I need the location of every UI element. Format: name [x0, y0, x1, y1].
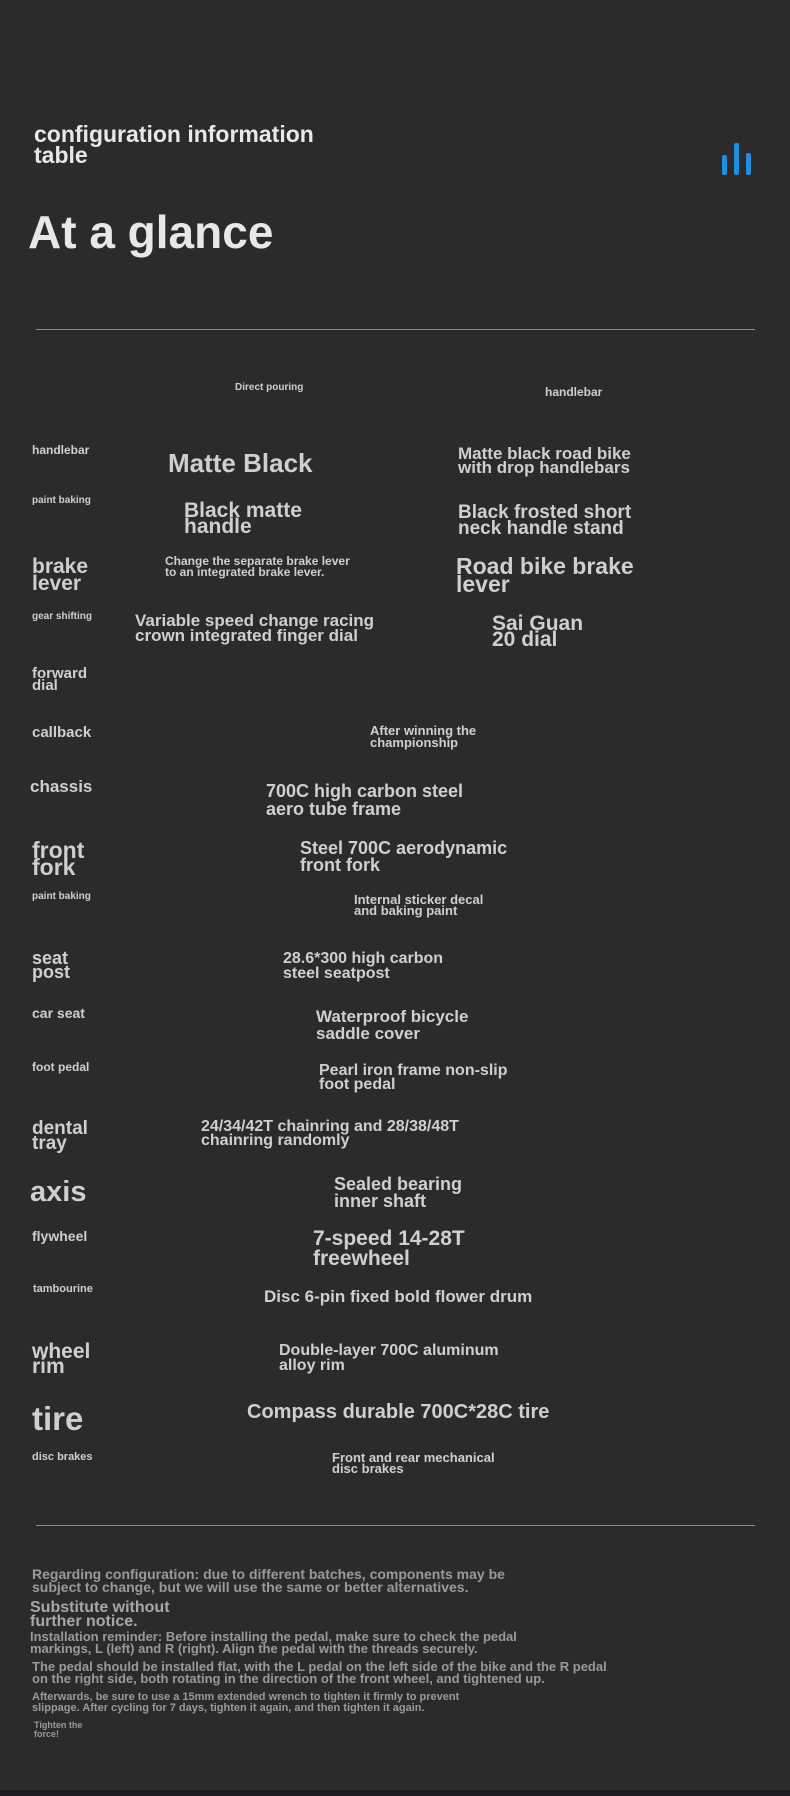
- row-value: Internal sticker decal and baking paint: [354, 892, 484, 918]
- row-label: callback: [32, 724, 92, 741]
- row-label: car seat: [32, 1005, 85, 1021]
- note-substitute: Substitute without further notice.: [30, 1599, 170, 1630]
- row-label: dental tray: [32, 1118, 88, 1154]
- top-divider: [36, 329, 755, 330]
- row-value: Sealed bearing inner shaft: [334, 1174, 463, 1211]
- row-value: 28.6*300 high carbon steel seatpost: [283, 950, 444, 982]
- row-value-left: Variable speed change racing crown integrated finger dial: [135, 611, 375, 645]
- row-value: 700C high carbon steel aero tube frame: [266, 781, 464, 819]
- row-label: wheel rim: [32, 1340, 91, 1378]
- row-label: paint baking: [32, 891, 91, 902]
- row-value-right: Black frosted short neck handle stand: [458, 502, 632, 539]
- row-value-right: Road bike brake lever: [456, 553, 634, 597]
- row-label: foot pedal: [32, 1060, 90, 1074]
- row-label: axis: [30, 1176, 87, 1208]
- row-value: Compass durable 700C*28C tire: [247, 1401, 550, 1423]
- bar-chart-icon: [722, 141, 754, 175]
- note-installation: Installation reminder: Before installing the pedal, make sure to check the pedal markings, L (left) and R (right). Align the pedal with the threads securely.: [30, 1629, 517, 1656]
- row-value: Pearl iron frame non-slip foot pedal: [319, 1062, 508, 1093]
- row-label: tambourine: [33, 1283, 93, 1295]
- note-pedal-flat: The pedal should be installed flat, with the L pedal on the left side of the bike and the R pedal on the right side, both rotating in the direction of the front wheel, and tightened up.: [32, 1659, 607, 1686]
- row-value: Front and rear mechanical disc brakes: [332, 1450, 495, 1476]
- bottom-strip: [0, 1790, 790, 1796]
- row-label: seat post: [32, 948, 70, 982]
- row-value-right: Matte black road bike with drop handlebars: [458, 444, 631, 477]
- row-value: Disc 6-pin fixed bold flower drum: [264, 1287, 533, 1306]
- row-value: 7-speed 14-28T freewheel: [313, 1227, 465, 1270]
- row-value-left: Matte Black: [168, 448, 313, 478]
- row-label: chassis: [30, 777, 93, 796]
- row-label: flywheel: [32, 1228, 88, 1244]
- row-value: Double-layer 700C aluminum alloy rim: [279, 1342, 499, 1374]
- row-label: brake lever: [32, 555, 89, 595]
- row-value-left: Change the separate brake lever to an integrated brake lever.: [165, 554, 350, 579]
- note-configuration: Regarding configuration: due to different batches, components may be subject to change, but we will use the same or better alternatives.: [32, 1566, 505, 1595]
- note-tighten: Tighten the force!: [34, 1720, 83, 1739]
- note-wrench: Afterwards, be sure to use a 15mm extended wrench to tighten it firmly to prevent slippage. After cycling for 7 days, tighten it again, and then tighten it again.: [32, 1691, 460, 1714]
- row-value-right: Sai Guan 20 dial: [492, 612, 584, 651]
- row-value: Steel 700C aerodynamic front fork: [300, 838, 508, 875]
- page-title: At a glance: [28, 206, 274, 258]
- row-label: forward dial: [32, 665, 88, 694]
- column-header-right: handlebar: [545, 385, 603, 399]
- header-subtitle: configuration information table: [34, 121, 314, 168]
- row-label: disc brakes: [32, 1451, 93, 1463]
- row-value: 24/34/42T chainring and 28/38/48T chainring randomly: [201, 1118, 459, 1149]
- row-label: front fork: [32, 837, 85, 880]
- row-label: handlebar: [32, 443, 90, 457]
- row-value: After winning the championship: [370, 723, 477, 750]
- row-label: gear shifting: [32, 611, 93, 622]
- column-header-left: Direct pouring: [235, 382, 304, 393]
- row-label: tire: [32, 1400, 84, 1437]
- row-value: Waterproof bicycle saddle cover: [316, 1007, 469, 1043]
- row-label: paint baking: [32, 495, 91, 506]
- row-value-left: Black matte handle: [184, 499, 302, 538]
- bottom-divider: [36, 1525, 755, 1526]
